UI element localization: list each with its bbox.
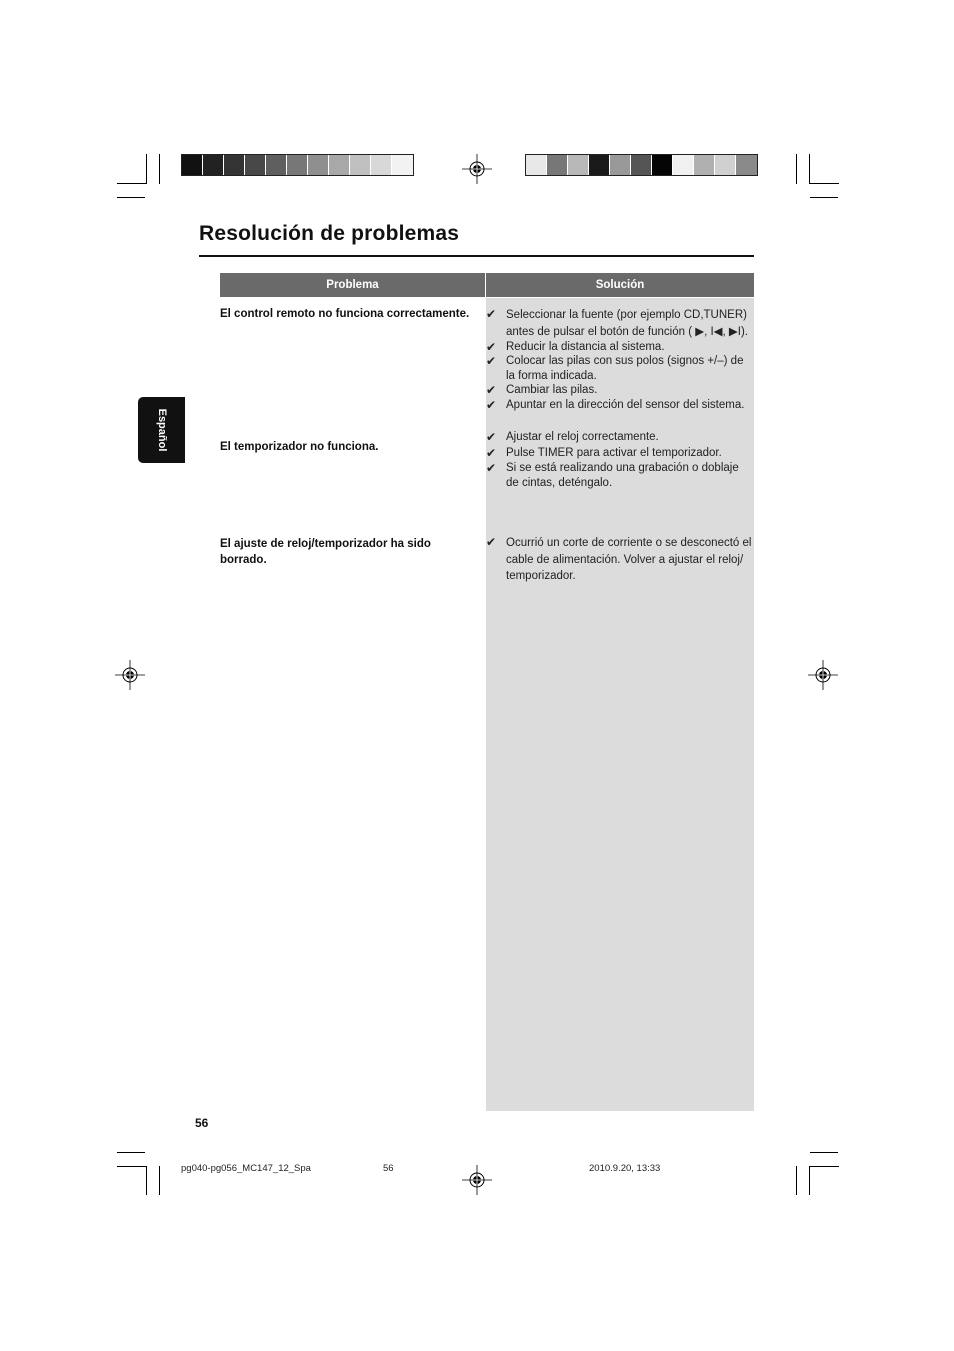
checkmark-icon: ✔ bbox=[486, 535, 497, 549]
checkmark-icon: ✔ bbox=[486, 354, 497, 368]
checkmark-icon: ✔ bbox=[486, 398, 497, 412]
color-swatch bbox=[631, 155, 652, 175]
color-swatch bbox=[694, 155, 715, 175]
checkmark-icon: ✔ bbox=[486, 430, 497, 444]
color-swatch bbox=[652, 155, 673, 175]
color-swatch bbox=[266, 155, 287, 175]
checkmark-icon: ✔ bbox=[486, 340, 497, 354]
registration-mark-icon bbox=[115, 660, 145, 690]
solution-item: ✔ Seleccionar la fuente (por ejemplo CD,TUNER) antes de pulsar el botón de función ( ▶, I◀, ▶I). bbox=[486, 307, 748, 338]
color-swatch bbox=[392, 155, 413, 175]
checkmark-icon: ✔ bbox=[486, 307, 497, 321]
solution-column-header: Solución bbox=[486, 273, 754, 297]
color-swatch bbox=[526, 155, 547, 175]
color-swatch bbox=[224, 155, 245, 175]
language-tab-label: Español bbox=[155, 408, 168, 452]
registration-mark-icon bbox=[462, 1165, 492, 1195]
problem-text: El control remoto no funciona correctamente. bbox=[220, 308, 470, 320]
page-number: 56 bbox=[195, 1116, 209, 1130]
page-title: Resolución de problemas bbox=[199, 222, 460, 245]
problem-column-header: Problema bbox=[220, 273, 485, 297]
color-swatch bbox=[182, 155, 203, 175]
checkmark-icon: ✔ bbox=[486, 446, 497, 460]
color-swatch bbox=[589, 155, 610, 175]
color-bar-right bbox=[525, 154, 758, 176]
registration-mark-icon bbox=[808, 660, 838, 690]
color-swatch bbox=[287, 155, 308, 175]
checkmark-icon: ✔ bbox=[486, 383, 497, 397]
color-swatch bbox=[673, 155, 694, 175]
color-swatch bbox=[715, 155, 736, 175]
color-swatch bbox=[736, 155, 757, 175]
color-swatch bbox=[371, 155, 392, 175]
color-swatch bbox=[547, 155, 568, 175]
registration-mark-icon bbox=[462, 154, 492, 184]
footer-timestamp: 2010.9.20, 13:33 bbox=[589, 1163, 661, 1174]
solution-column bbox=[486, 298, 754, 1111]
color-swatch bbox=[610, 155, 631, 175]
color-swatch bbox=[308, 155, 329, 175]
color-bar-left bbox=[181, 154, 414, 176]
footer-page: 56 bbox=[383, 1163, 394, 1174]
color-swatch bbox=[245, 155, 266, 175]
title-divider bbox=[199, 255, 754, 257]
color-swatch bbox=[568, 155, 589, 175]
footer-filename: pg040-pg056_MC147_12_Spa bbox=[181, 1163, 311, 1174]
color-swatch bbox=[203, 155, 224, 175]
problem-text: El temporizador no funciona. bbox=[220, 441, 379, 453]
checkmark-icon: ✔ bbox=[486, 461, 497, 475]
color-swatch bbox=[329, 155, 350, 175]
color-swatch bbox=[350, 155, 371, 175]
problem-text: El ajuste de reloj/temporizador ha sido borrado. bbox=[220, 538, 431, 566]
language-tab bbox=[138, 397, 185, 463]
